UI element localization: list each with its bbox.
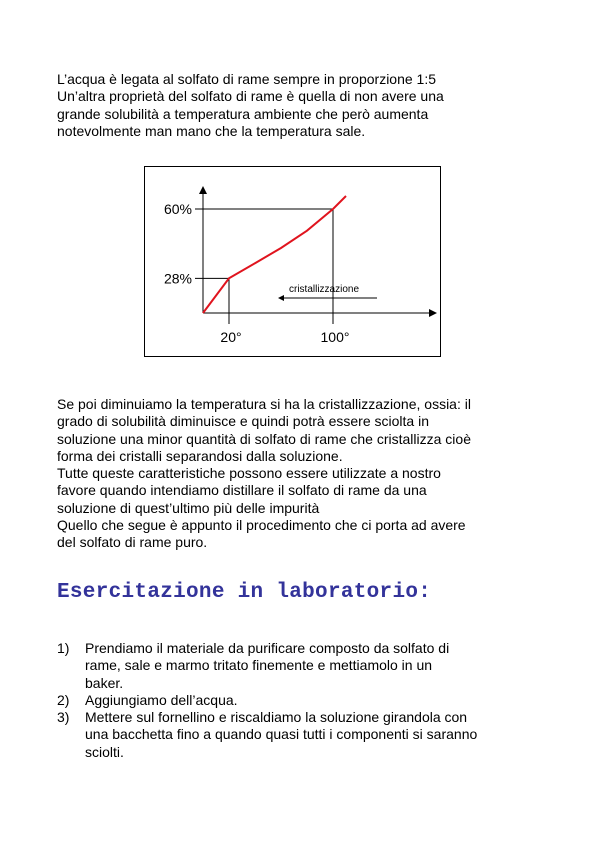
body-line: Se poi diminuiamo la temperatura si ha la cristallizzazione, ossia: il — [57, 396, 471, 412]
solubility-curve — [203, 196, 346, 313]
intro-line: grande solubilità a temperatura ambiente che però aumenta — [57, 105, 429, 122]
step-number: 2) — [57, 691, 70, 708]
step-number: 1) — [57, 640, 70, 656]
intro-line: Un’altra proprietà del solfato di rame è quella di non avere una — [57, 88, 444, 105]
intro-paragraph — [57, 71, 547, 140]
x-tick-label: 100° — [320, 329, 350, 345]
section-heading: Esercitazione in laboratorio: — [57, 581, 432, 604]
step-line: una bacchetta fino a quando quasi tutti i componenti si saranno — [85, 726, 478, 743]
y-tick-label: 28% — [163, 270, 192, 287]
body-line: Quello che segue è appunto il procedimento che ci porta ad avere — [57, 517, 466, 534]
procedure-step — [57, 640, 547, 692]
procedure-list — [57, 640, 547, 761]
body-line: favore quando intendiamo distillare il solfato di rame da una — [57, 482, 427, 499]
body-line: del solfato di rame puro. — [57, 534, 208, 551]
step-line: Mettere sul fornellino e riscaldiamo la soluzione girandola con — [85, 709, 468, 726]
body-line: Tutte queste caratteristiche possono essere utilizzate a nostro — [57, 465, 441, 482]
intro-line: notevolmente man mano che la temperatura sale. — [57, 122, 366, 139]
step-number: 3) — [57, 709, 70, 726]
solubility-chart-svg — [145, 167, 442, 358]
crystallization-label: cristallizzazione — [289, 284, 360, 295]
body-line: soluzione una minor quantità di solfato di rame che cristallizza cioè — [57, 430, 471, 447]
procedure-step — [57, 692, 547, 709]
step-line: Prendiamo il materiale da purificare composto da solfato di — [85, 640, 450, 656]
step-line: Aggiungiamo dell’acqua. — [85, 691, 238, 708]
step-line: baker. — [85, 674, 124, 691]
procedure-step — [57, 709, 547, 761]
body-paragraph — [57, 396, 547, 552]
step-line: sciolti. — [85, 743, 124, 760]
body-line: grado di solubilità diminuisce e quindi potrà essere sciolta in — [57, 413, 429, 430]
step-line: rame, sale e marmo tritato finemente e mettiamolo in un — [85, 657, 433, 674]
intro-line: L’acqua è legata al solfato di rame sempre in proporzione 1:5 — [57, 71, 437, 87]
body-line: forma dei cristalli separandosi dalla soluzione. — [57, 447, 343, 464]
y-tick-label: 60% — [163, 201, 192, 217]
solubility-chart — [144, 166, 441, 357]
x-tick-label: 20° — [220, 329, 242, 345]
body-line: soluzione di quest’ultimo più delle impurità — [57, 499, 320, 516]
